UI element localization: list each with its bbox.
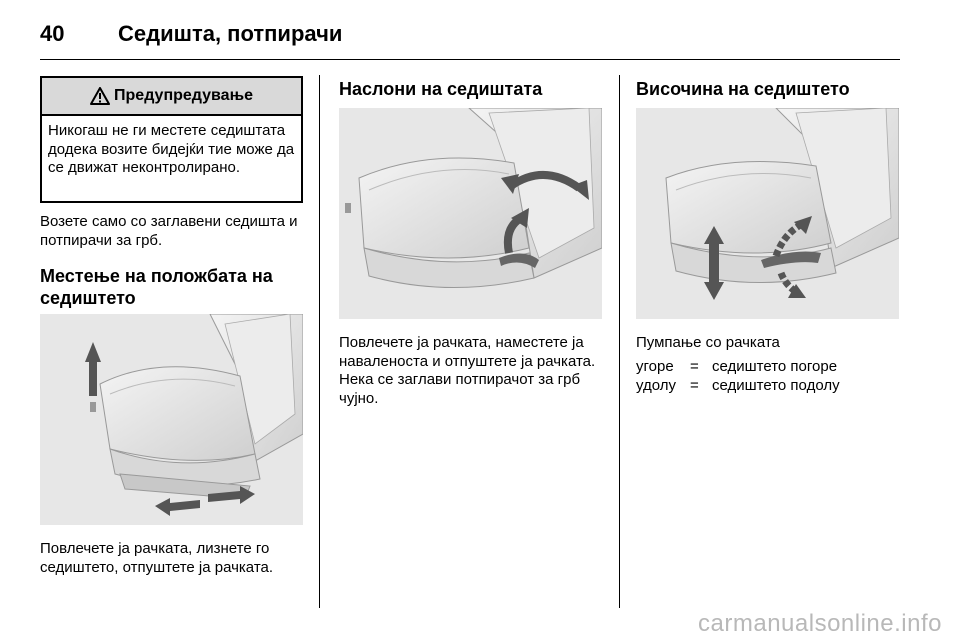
definition-row	[636, 358, 840, 377]
column-separator	[319, 75, 320, 608]
definition-row	[636, 377, 840, 396]
seat-slide-caption: Повлечете ја рачката, лизнете го седиштето, отпуштете ја рачката.	[40, 540, 274, 576]
page-title: Седишта, потпирачи	[118, 21, 343, 46]
column-separator	[619, 75, 620, 608]
warning-header	[42, 78, 301, 116]
section-heading-seat-height: Височина на седиштето	[636, 79, 850, 99]
definition-equals: =	[690, 376, 699, 394]
seat-height-figure	[636, 108, 899, 319]
warning-text: Никогаш не ги местете седиштата додека возите бидејќи тие може да се движат неконтролирано.	[48, 122, 295, 176]
warning-box	[40, 76, 303, 203]
definition-equals: =	[690, 358, 699, 375]
warning-triangle-icon	[90, 87, 110, 105]
watermark[interactable]: carmanualsonline.info	[698, 610, 942, 637]
header-rule	[40, 59, 900, 60]
definition-term: удолу	[636, 376, 677, 394]
definition-table	[636, 358, 840, 395]
section-heading-seat-position: Местење на положбата на седиштето	[40, 266, 273, 308]
seat-slide-figure	[40, 314, 303, 525]
seat-height-caption: Пумпање со рачката	[636, 334, 780, 351]
page-number: 40	[40, 21, 65, 46]
page-header	[40, 14, 342, 54]
definition-description: седиштето подолу	[712, 376, 840, 394]
definition-term: угоре	[636, 358, 674, 375]
section-heading-backrest: Наслони на седиштата	[339, 79, 543, 99]
backrest-caption: Повлечете ја рачката, наместете ја наваленоста и отпуштете ја рачката. Нека се заглави потпирачот за грб чујно.	[339, 334, 596, 407]
definition-description: седиштето погоре	[712, 358, 838, 375]
warning-title: Предупредување	[114, 87, 253, 104]
intro-text: Возете само со заглавени седишта и потпирачи за грб.	[40, 213, 298, 249]
backrest-figure	[339, 108, 602, 319]
